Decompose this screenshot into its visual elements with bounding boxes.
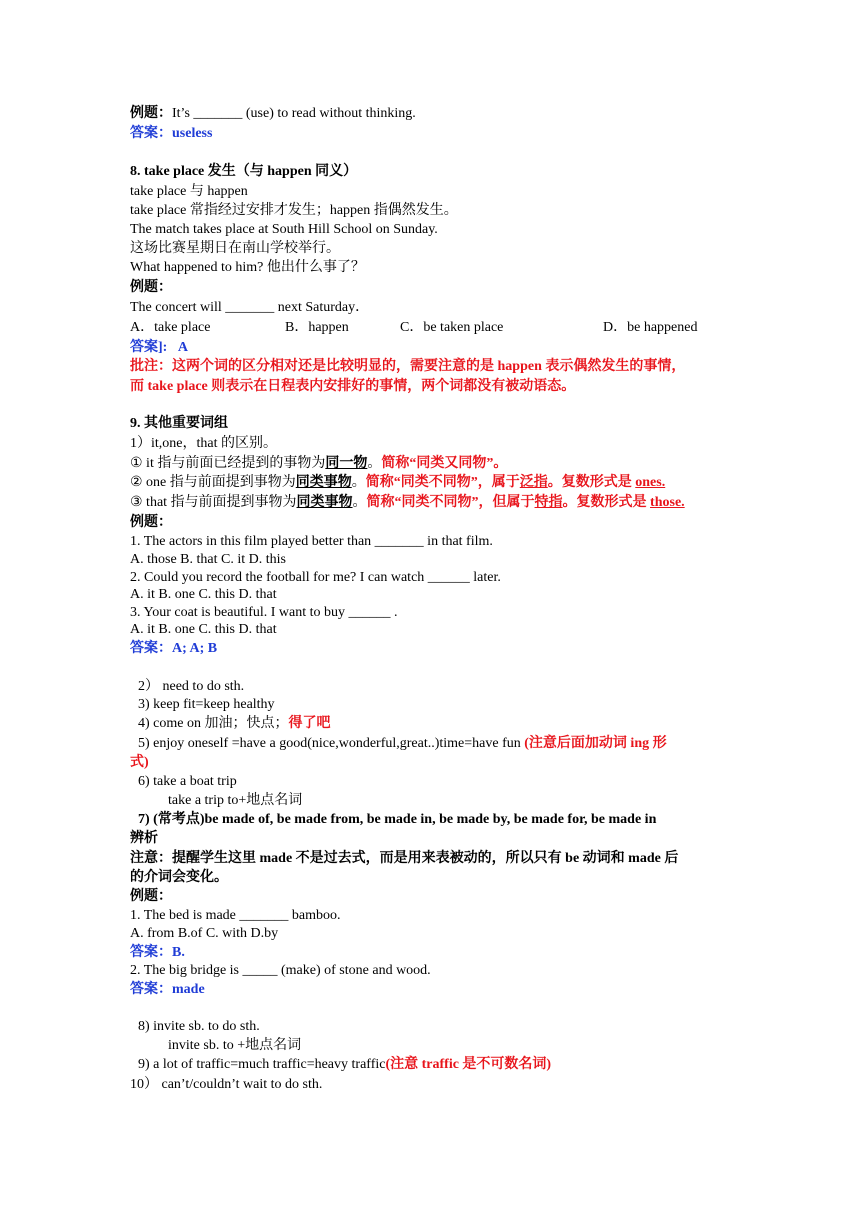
phrase-item: 10） can’t/couldn’t wait to do sth. — [130, 1077, 323, 1092]
phrase-item: 7) (常考点)be made of, be made from, be made in, be made by, be made for, be made in — [138, 812, 657, 827]
options-line: A. from B.of C. with D.by — [130, 926, 279, 941]
question-line: 1. The bed is made _______ bamboo. — [130, 908, 341, 923]
phrase-item: 3) keep fit=keep healthy — [138, 697, 275, 712]
phrase-item: 6) take a boat trip — [138, 774, 237, 789]
option-d: D．be happened — [603, 320, 698, 335]
question-line: 1. The actors in this film played better than _______ in that film. — [130, 534, 493, 549]
option-b: B．happen — [285, 320, 349, 335]
text-line: take place 常指经过安排才发生；happen 指偶然发生。 — [130, 203, 458, 218]
note-line: 批注：这两个词的区分相对还是比较明显的，需要注意的是 happen 表示偶然发生的事情， — [130, 359, 686, 374]
answer-line: 答案：A; A; B — [130, 641, 218, 656]
note-line: 的介词会变化。 — [130, 870, 228, 885]
example-line: 例题：It’s _______ (use) to read without thinking. — [130, 106, 416, 121]
phrase-item: 4) come on 加油；快点；得了吧 — [138, 716, 331, 731]
note-line: 而 take place 则表示在日程表内安排好的事情，两个词都没有被动语态。 — [130, 379, 576, 394]
phrase-item: 8) invite sb. to do sth. — [138, 1019, 260, 1034]
phrase-item-cont: 辨析 — [130, 831, 158, 846]
option-c: C．be taken place — [400, 320, 504, 335]
question-line: 2. The big bridge is _____ (make) of stone and wood. — [130, 963, 431, 978]
note-line: 注意：提醒学生这里 made 不是过去式，而是用来表被动的，所以只有 be 动词和 made 后 — [130, 851, 679, 866]
answer-line: 答案：useless — [130, 126, 213, 141]
section-9-heading: 9. 其他重要词组 — [130, 416, 228, 431]
example-label: 例题： — [130, 280, 172, 295]
answer-line: 答案]: A — [130, 340, 188, 355]
phrase-item: 9) a lot of traffic=much traffic=heavy traffic(注意 traffic 是不可数名词) — [138, 1057, 552, 1072]
options-line: A. it B. one C. this D. that — [130, 622, 277, 637]
text-line: The match takes place at South Hill School on Sunday. — [130, 222, 438, 237]
answer-line: 答案：made — [130, 982, 205, 997]
text-line: What happened to him? 他出什么事了？ — [130, 260, 365, 275]
question-line: 3. Your coat is beautiful. I want to buy ______ . — [130, 605, 398, 620]
example-label: 例题： — [130, 515, 172, 530]
option-a: A．take place — [130, 320, 211, 335]
answer-line: 答案：B. — [130, 945, 185, 960]
question-line: The concert will _______ next Saturday． — [130, 300, 370, 315]
question-line: 2. Could you record the football for me? I can watch ______ later. — [130, 570, 501, 585]
text-line: ① it 指与前面已经提到的事物为同一物。简称“同类又同物”。 — [130, 456, 508, 471]
phrase-subitem: take a trip to+地点名词 — [168, 793, 303, 808]
text-line: ② one 指与前面提到事物为同类事物。简称“同类不同物”，属于泛指。复数形式是 ones. — [130, 475, 666, 490]
options-line: A. it B. one C. this D. that — [130, 587, 277, 602]
text-line: take place 与 happen — [130, 184, 248, 199]
phrase-item: 2） need to do sth. — [138, 679, 245, 694]
options-line: A. those B. that C. it D. this — [130, 552, 286, 567]
example-label: 例题： — [130, 889, 172, 904]
text-line: 这场比赛星期日在南山学校举行。 — [130, 241, 340, 256]
section-8-heading: 8. take place 发生（与 happen 同义） — [130, 164, 358, 179]
phrase-item: 5) enjoy oneself =have a good(nice,wonderful,great..)time=have fun (注意后面加动词 ing 形 — [138, 736, 667, 751]
phrase-note: 式) — [130, 755, 149, 770]
phrase-subitem: invite sb. to +地点名词 — [168, 1038, 302, 1053]
text-line: 1）it,one，that 的区别。 — [130, 436, 277, 451]
text-line: ③ that 指与前面提到事物为同类事物。简称“同类不同物”，但属于特指。复数形式是 those. — [130, 495, 685, 510]
